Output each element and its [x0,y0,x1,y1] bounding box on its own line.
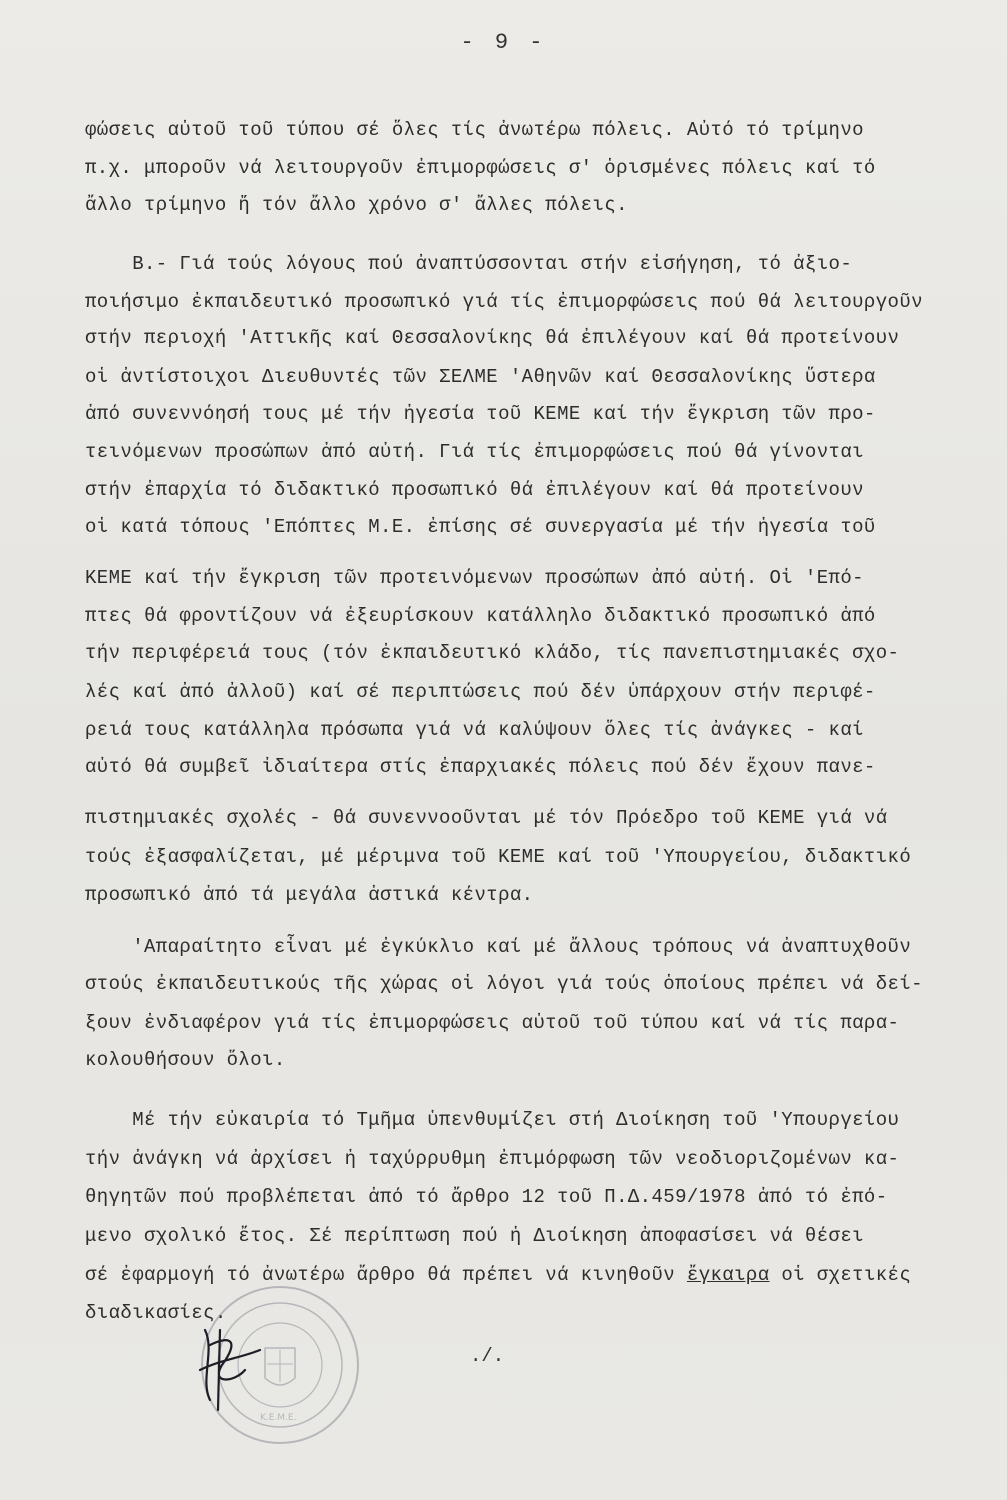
text-line: ἀπό συνεννόησή τους μέ τήν ἡγεσία τοῦ ΚΕΜΕ καί τήν ἔγκριση τῶν προ- [85,403,876,425]
text-line: στήν ἐπαρχία τό διδακτικό προσωπικό θά ἐπιλέγουν καί θά προτείνουν [85,479,864,501]
text-line: ΚΕΜΕ καί τήν ἔγκριση τῶν προτεινόμενων προσώπων ἀπό αὐτή. Οἱ 'Επό- [85,567,864,589]
text-line: 'Απαραίτητο εἶναι μέ ἐγκύκλιο καί μέ ἄλλους τρόπους νά ἀναπτυχθοῦν [85,936,912,958]
text-line: τήν ἀνάγκη νά ἀρχίσει ἡ ταχύρρυθμη ἐπιμόρφωση τῶν νεοδιοριζομένων κα- [85,1148,900,1170]
text-line: προσωπικό ἀπό τά μεγάλα ἀστικά κέντρα. [85,884,534,906]
text-line: τεινόμενων προσώπων ἀπό αὐτή. Γιά τίς ἐπιμορφώσεις πού θά γίνονται [85,441,864,463]
text-line: ξουν ἐνδιαφέρον γιά τίς ἐπιμορφώσεις αὐτοῦ τοῦ τύπου καί νά τίς παρα- [85,1012,900,1034]
underlined-word: ἔγκαιρα [686,1264,770,1286]
text-line: θηγητῶν πού προβλέπεται ἀπό τό ἄρθρο 12 τοῦ Π.Δ.459/1978 ἀπό τό ἐπό- [85,1186,888,1208]
continuation-mark: ./. [470,1345,505,1367]
text-line: αὐτό θά συμβεῖ ἰδιαίτερα στίς ἐπαρχιακές πόλεις πού δέν ἔχουν πανε- [85,756,876,778]
text-line-end: οἱ σχετικές [769,1264,912,1286]
text-line: ρειά τους κατάλληλα πρόσωπα γιά νά καλύψουν ὅλες τίς ἀνάγκες - καί [85,719,864,741]
text-line: οἱ ἀντίστοιχοι Διευθυντές τῶν ΣΕΛΜΕ 'Αθηνῶν καί Θεσσαλονίκης ὕστερα [85,366,876,388]
text-line: οἱ κατά τόπους 'Επόπτες Μ.Ε. ἐπίσης σέ συνεργασία μέ τήν ἡγεσία τοῦ [85,516,876,538]
text-line: κολουθήσουν ὅλοι. [85,1049,286,1071]
text-line: ποιήσιμο ἐκπαιδευτικό προσωπικό γιά τίς ἐπιμορφώσεις πού θά λειτουργοῦν [85,291,923,313]
text-line: στήν περιοχή 'Αττικῆς καί Θεσσαλονίκης θά ἐπιλέγουν καί θά προτείνουν [85,327,900,349]
text-line-start: σέ ἐφαρμογή τό ἀνωτέρω ἄρθρο θά πρέπει νά κινηθοῦν [85,1264,687,1286]
text-line: πτες θά φροντίζουν νά ἐξευρίσκουν κατάλληλο διδακτικό προσωπικό ἀπό [85,605,876,627]
page-number: - 9 - [460,30,547,55]
text-line: τούς ἐξασφαλίζεται, μέ μέριμνα τοῦ ΚΕΜΕ καί τοῦ 'Υπουργείου, διδακτικό [85,846,912,868]
text-line: Μέ τήν εὐκαιρία τό Τμῆμα ὑπενθυμίζει στή Διοίκηση τοῦ 'Υπουργείου [85,1109,900,1131]
text-line: φώσεις αὐτοῦ τοῦ τύπου σέ ὅλες τίς ἀνωτέρω πόλεις. Αὐτό τό τρίμηνο [85,119,864,141]
text-line: τήν περιφέρειά τους (τόν ἐκπαιδευτικό κλάδο, τίς πανεπιστημιακές σχο- [85,642,900,664]
text-line: Β.- Γιά τούς λόγους πού ἀναπτύσσονται στήν εἰσήγηση, τό ἀξιο- [85,253,853,275]
text-line: πιστημιακές σχολές - θά συνεννοοῦνται μέ τόν Πρόεδρο τοῦ ΚΕΜΕ γιά νά [85,807,888,829]
text-line: διαδικασίες. [85,1302,227,1324]
signature-icon [200,1330,260,1410]
text-line: π.χ. μποροῦν νά λειτουργοῦν ἐπιμορφώσεις σ' ὁρισμένες πόλεις καί τό [85,157,876,179]
official-seal-stamp-icon [140,1270,360,1450]
text-line: μενο σχολικό ἔτος. Σέ περίπτωση πού ἡ Διοίκηση ἀποφασίσει νά θέσει [85,1225,864,1247]
text-line: στούς ἐκπαιδευτικούς τῆς χώρας οἱ λόγοι γιά τούς ὁποίους πρέπει νά δεί- [85,973,923,995]
text-line: λές καί ἀπό ἀλλοῦ) καί σέ περιπτώσεις πού δέν ὑπάρχουν στήν περιφέ- [85,681,876,703]
stamp-text: Κ.Ε.Μ.Ε. [260,1413,297,1423]
text-line: ἄλλο τρίμηνο ἤ τόν ἄλλο χρόνο σ' ἄλλες πόλεις. [85,194,628,216]
